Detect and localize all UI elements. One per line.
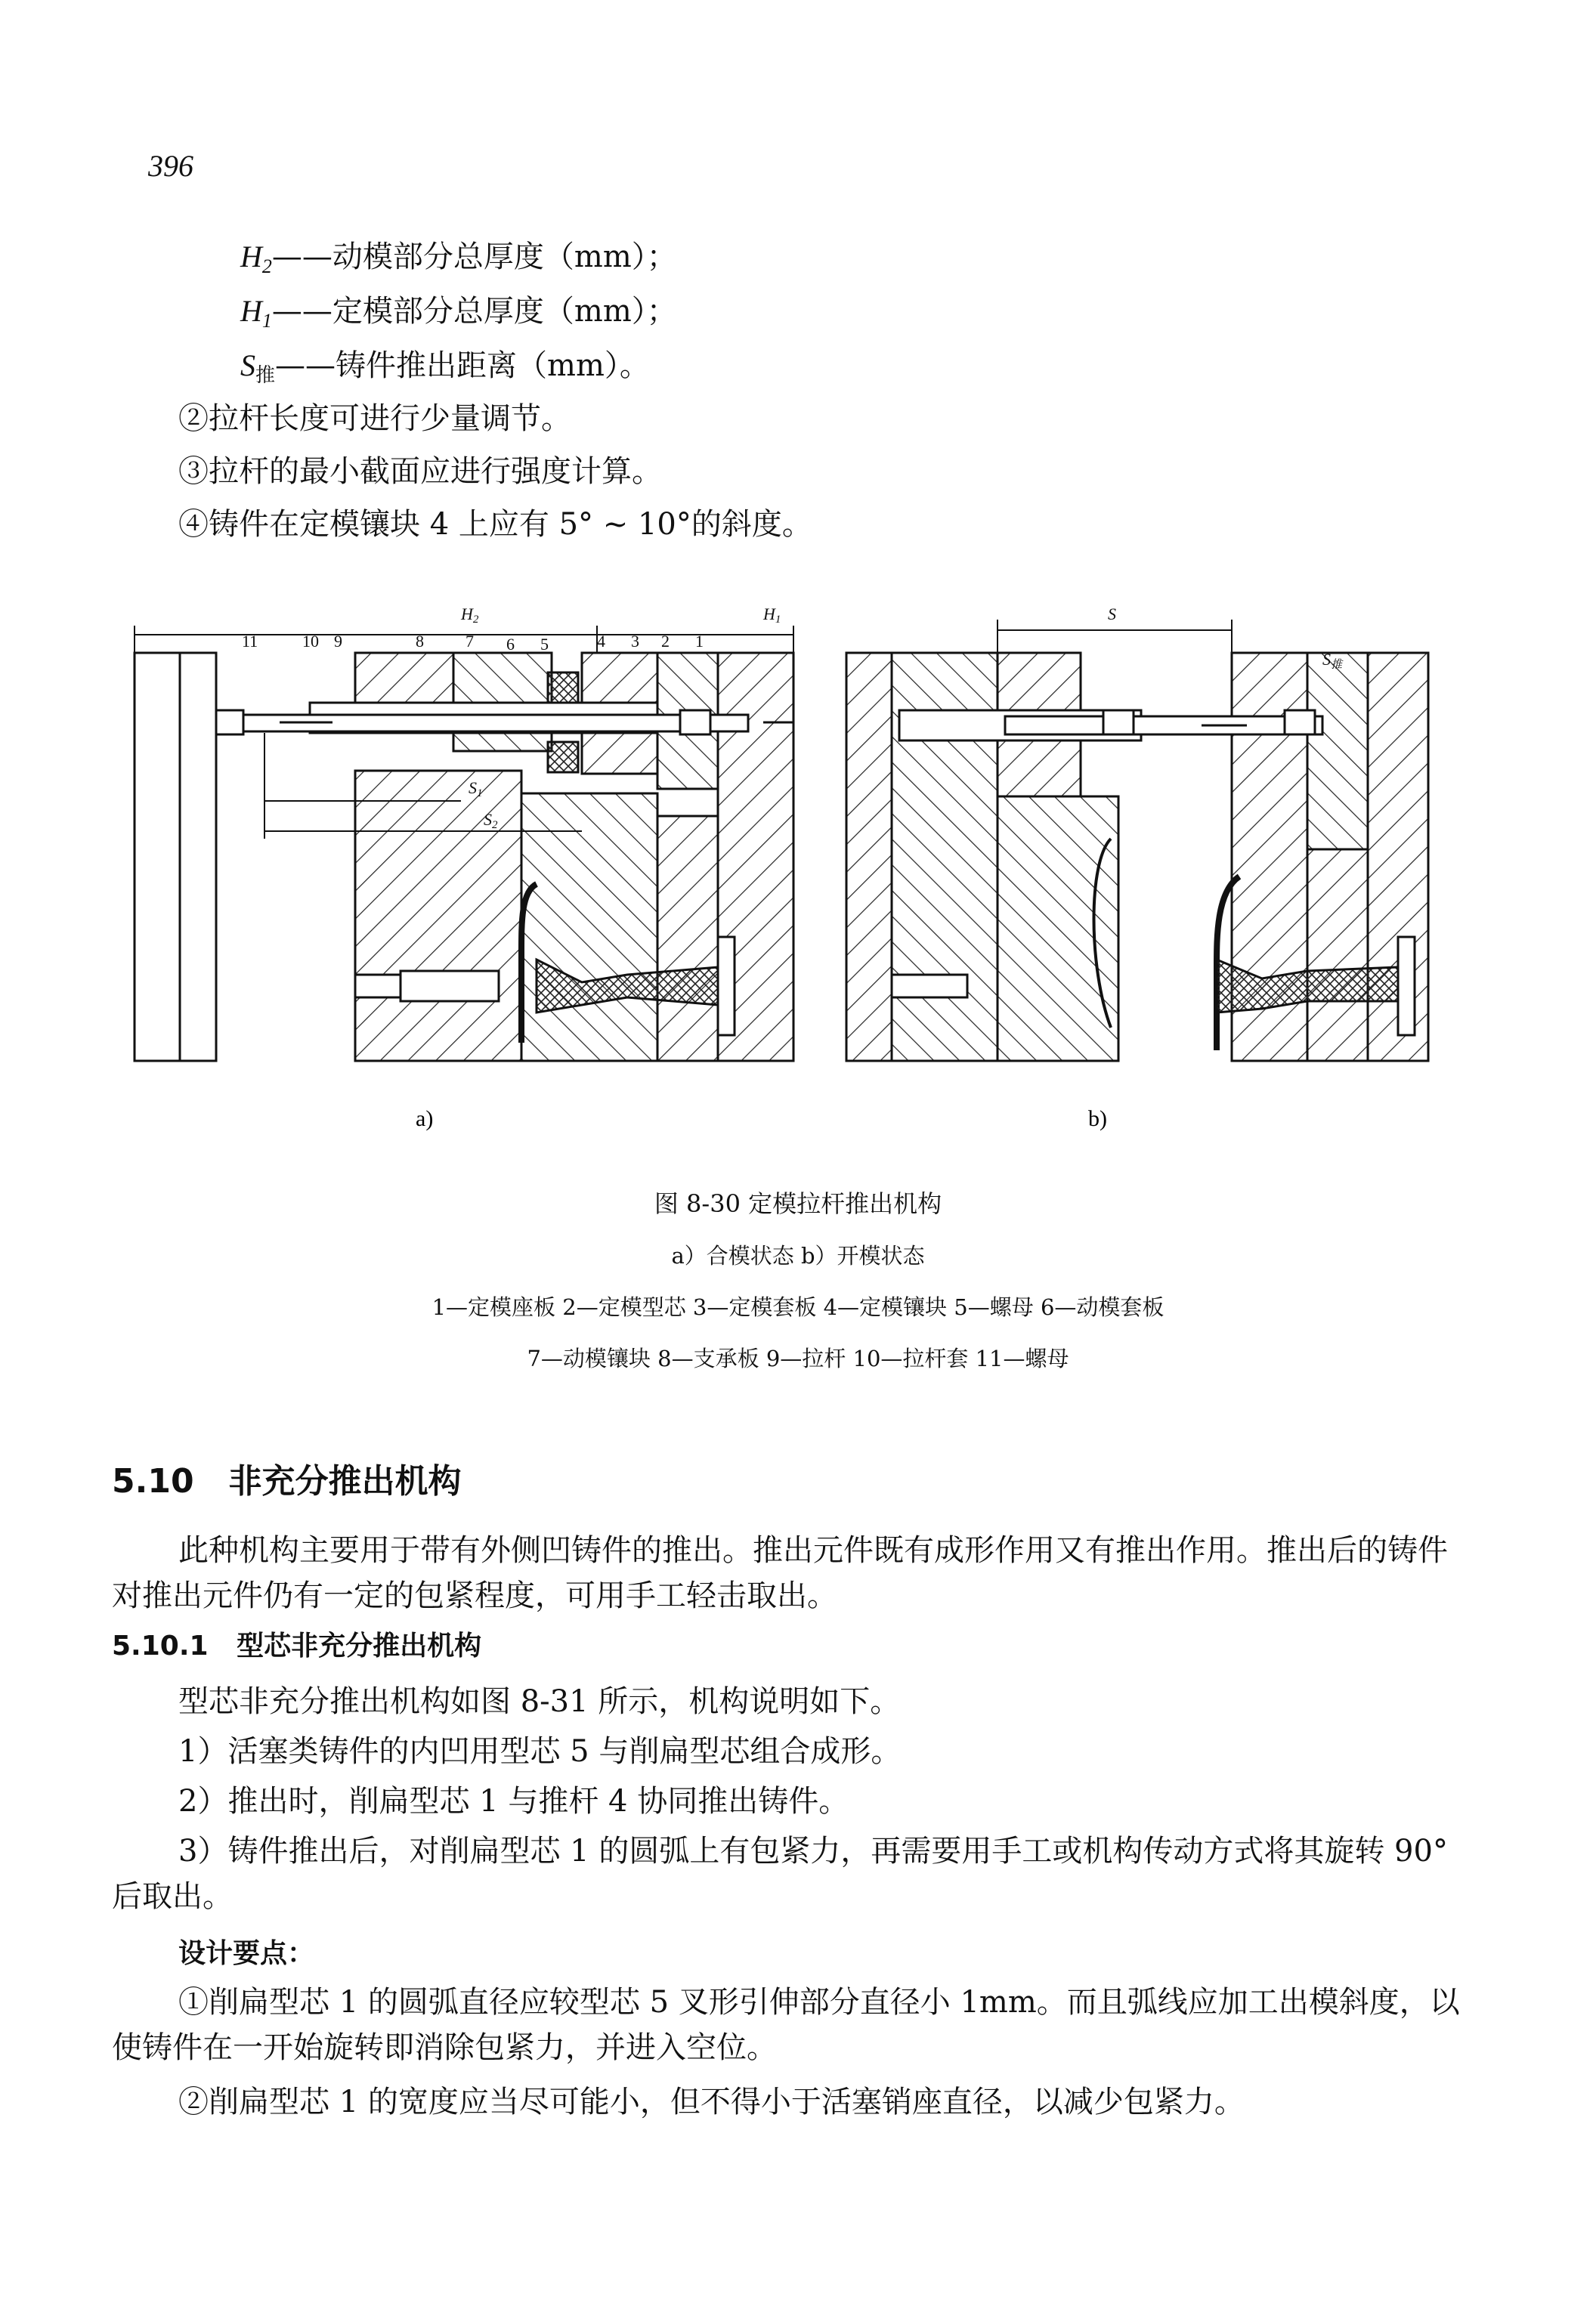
part-number-9: 9 — [334, 632, 342, 651]
label-s2: S2 — [484, 810, 498, 831]
section-heading: 5.10 非充分推出机构 — [112, 1462, 462, 1501]
design-points-heading: 设计要点： — [178, 1938, 315, 1969]
design-point-1: ①削扁型芯 1 的圆弧直径应较型芯 5 叉形引伸部分直径小 1mm。而且弧线应加工出模斜度，以使铸件在一开始旋转即消除包紧力，并进入空位。 — [112, 1985, 1460, 2065]
figure-caption-states: a）合模状态 b）开模状态 — [671, 1243, 925, 1269]
label-s: S — [1108, 604, 1116, 623]
note-4: ④铸件在定模镶块 4 上应有 5° ~ 10°的斜度。 — [178, 507, 812, 542]
panel-b-drawing — [846, 653, 1428, 1061]
figure-8-30 — [128, 589, 1443, 1133]
subsection-heading: 5.10.1 型芯非充分推出机构 — [112, 1631, 482, 1662]
figure-legend-2: 7—动模镶块 8—支承板 9—拉杆 10—拉杆套 11—螺母 — [527, 1346, 1069, 1371]
part-number-8: 8 — [416, 632, 424, 651]
paragraph-4: 3）铸件推出后，对削扁型芯 1 的圆弧上有包紧力，再需要用手工或机构传动方式将其旋转 90°后取出。 — [112, 1834, 1448, 1914]
label-s-push: S推 — [1322, 650, 1343, 671]
paragraph-2: 1）活塞类铸件的内凹用型芯 5 与削扁型芯组合成形。 — [178, 1734, 902, 1769]
figure-caption: 图 8-30 定模拉杆推出机构 — [654, 1189, 942, 1218]
part-number-10: 10 — [302, 632, 319, 651]
panel-b-dimensions — [998, 620, 1368, 653]
paragraph-3: 2）推出时，削扁型芯 1 与推杆 4 协同推出铸件。 — [178, 1784, 849, 1819]
paragraph-1: 型芯非充分推出机构如图 8-31 所示，机构说明如下。 — [178, 1684, 901, 1719]
subfigure-a-label: a) — [416, 1106, 434, 1131]
note-3: ③拉杆的最小截面应进行强度计算。 — [178, 454, 662, 489]
part-number-6: 6 — [506, 635, 515, 654]
part-number-3: 3 — [631, 632, 639, 651]
label-h2: H2 — [461, 604, 479, 626]
definition-s-push: $S_推——$铸件推出距离（mm）。 — [240, 348, 650, 387]
definition-h1: $H_1——$定模部分总厚度（mm）； — [240, 294, 677, 332]
part-number-2: 2 — [661, 632, 670, 651]
note-2: ②拉杆长度可进行少量调节。 — [178, 401, 571, 436]
label-h1: H1 — [763, 604, 781, 626]
panel-a-drawing — [135, 653, 793, 1061]
design-point-2: ②削扁型芯 1 的宽度应当尽可能小，但不得小于活塞销座直径，以减少包紧力。 — [178, 2085, 1245, 2119]
subfigure-b-label: b) — [1088, 1106, 1107, 1131]
part-number-11: 11 — [242, 632, 258, 651]
part-number-1: 1 — [695, 632, 704, 651]
page-number: 396 — [148, 149, 193, 183]
definition-h2: $H_2——$动模部分总厚度（mm）； — [240, 240, 677, 277]
figure-legend-1: 1—定模座板 2—定模型芯 3—定模套板 4—定模镶块 5—螺母 6—动模套板 — [431, 1294, 1165, 1320]
section-intro: 此种机构主要用于带有外侧凹铸件的推出。推出元件既有成形作用又有推出作用。推出后的铸件对推出元件仍有一定的包紧程度，可用手工轻击取出。 — [112, 1533, 1448, 1613]
part-number-4: 4 — [597, 632, 605, 651]
part-number-5: 5 — [540, 635, 549, 654]
label-s1: S1 — [469, 778, 483, 799]
part-number-7: 7 — [466, 632, 474, 651]
